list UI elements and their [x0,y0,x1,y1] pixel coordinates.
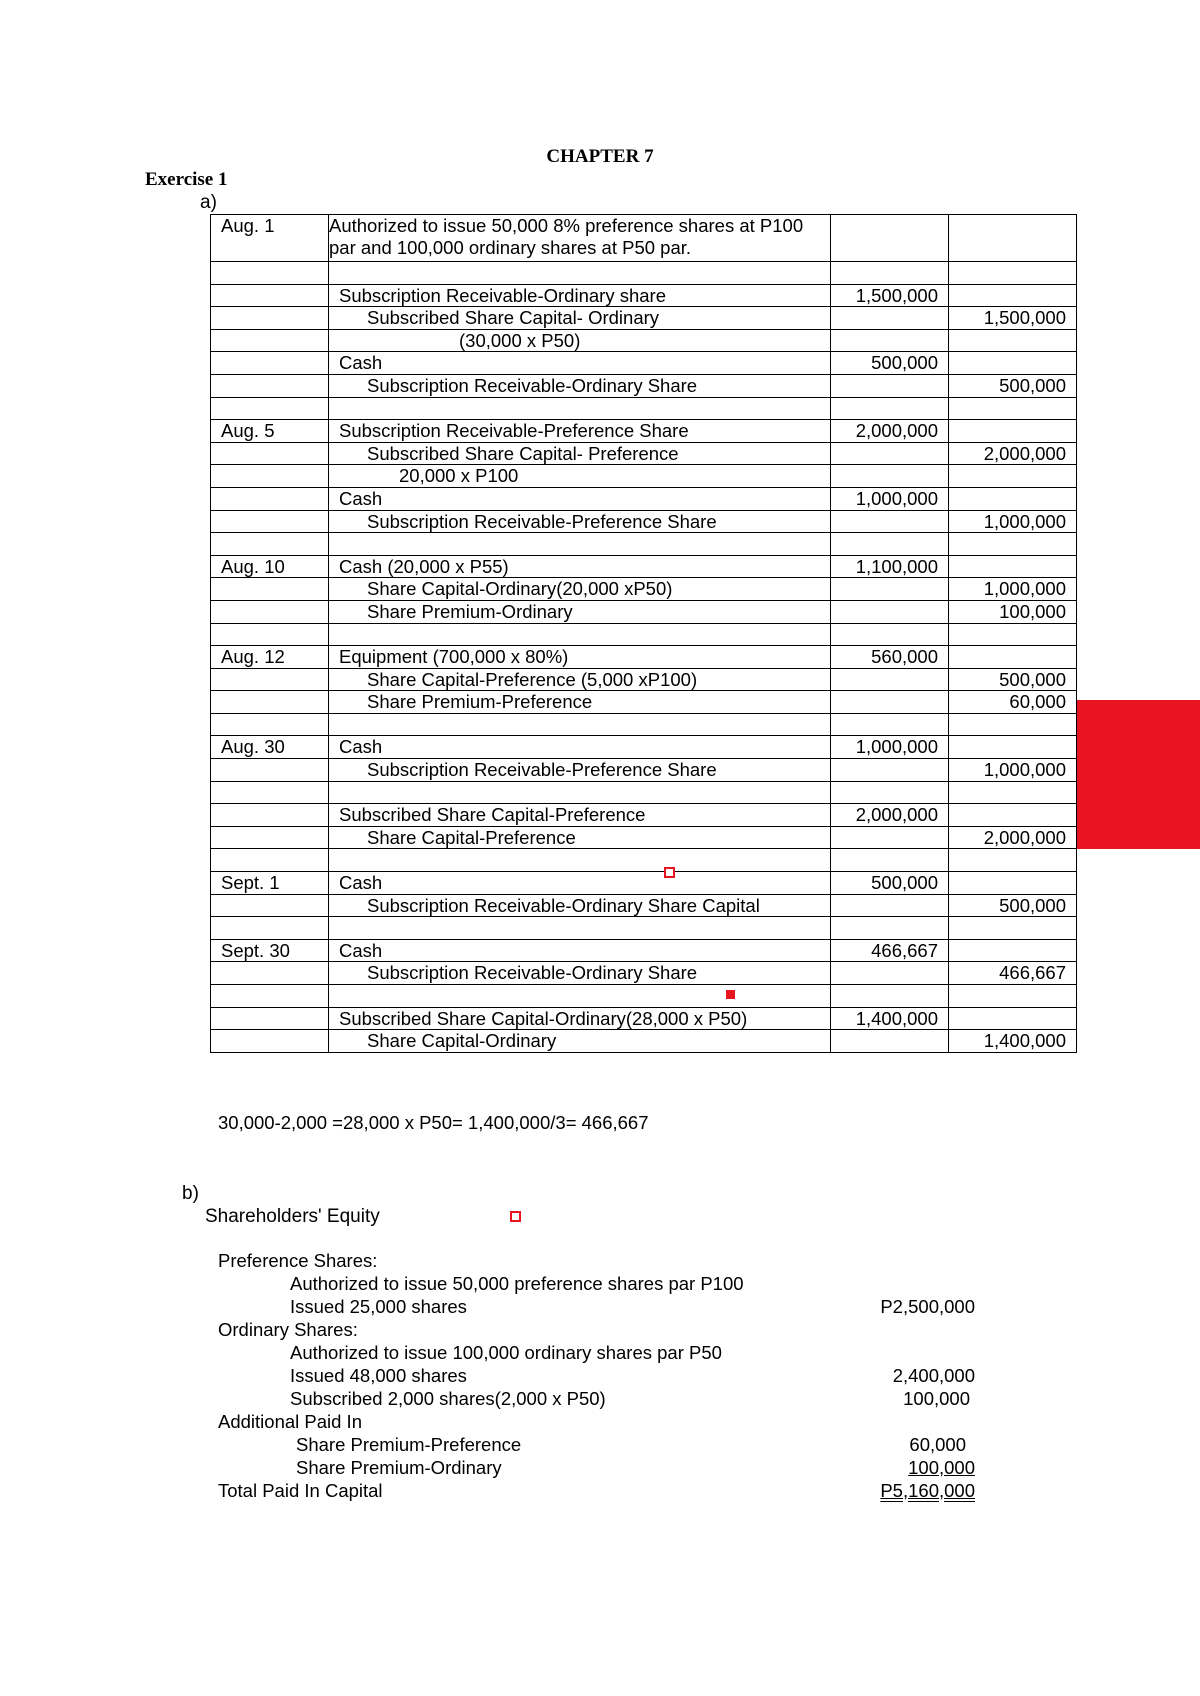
journal-row [211,872,1077,895]
journal-row [211,691,1077,714]
journal-credit [949,397,1077,420]
journal-credit [949,849,1077,872]
ord-subscribed-amount: 100,000 [903,1388,970,1409]
journal-row [211,533,1077,556]
journal-account: Subscription Receivable-Ordinary Share [329,962,831,985]
shareholders-equity-title: Shareholders' Equity [205,1206,380,1227]
journal-credit [949,262,1077,285]
journal-debit: 1,400,000 [831,1007,949,1030]
red-marker-1 [664,867,675,878]
journal-account: Subscribed Share Capital-Preference [329,804,831,827]
journal-account [329,849,831,872]
calculation-note: 30,000-2,000 =28,000 x P50= 1,400,000/3= 466,667 [218,1112,649,1133]
journal-debit [831,510,949,533]
journal-debit: 500,000 [831,352,949,375]
journal-credit [949,939,1077,962]
journal-row [211,781,1077,804]
journal-row [211,307,1077,330]
journal-row [211,510,1077,533]
journal-description: Authorized to issue 50,000 8% preference shares at P100 par and 100,000 ordinary shares at P50 par. [329,215,831,262]
chapter-title: CHAPTER 7 [546,146,654,167]
journal-debit [831,442,949,465]
journal-credit: 1,000,000 [949,510,1077,533]
journal-row [211,420,1077,443]
journal-debit: 1,000,000 [831,487,949,510]
journal-account: Cash [329,352,831,375]
journal-debit [831,262,949,285]
journal-account: Subscribed Share Capital- Preference [329,442,831,465]
journal-row [211,578,1077,601]
total-paid-in-amount: P5,160,000 [880,1480,975,1501]
journal-account [329,985,831,1008]
journal-credit: 60,000 [949,691,1077,714]
journal-debit: 1,000,000 [831,736,949,759]
journal-debit: 2,000,000 [831,804,949,827]
journal-debit [831,962,949,985]
journal-account: Subscription Receivable-Preference Share [329,510,831,533]
journal-account: Equipment (700,000 x 80%) [329,646,831,669]
journal-debit: 1,100,000 [831,555,949,578]
journal-credit [949,1007,1077,1030]
journal-credit [949,555,1077,578]
journal-account: (30,000 x P50) [329,329,831,352]
journal-row [211,352,1077,375]
journal-row [211,374,1077,397]
journal-account [329,781,831,804]
part-a-label: a) [200,192,217,213]
ord-subscribed: Subscribed 2,000 shares(2,000 x P50) [290,1388,606,1409]
journal-description [329,262,831,285]
journal-date [211,487,329,510]
journal-debit: 466,667 [831,939,949,962]
journal-account [329,533,831,556]
journal-credit [949,284,1077,307]
journal-credit: 1,000,000 [949,578,1077,601]
journal-row [211,1030,1077,1053]
pref-authorized: Authorized to issue 50,000 preference shares par P100 [290,1273,744,1294]
journal-account: Cash [329,487,831,510]
journal-date [211,849,329,872]
journal-date [211,985,329,1008]
journal-credit [949,487,1077,510]
journal-debit [831,215,949,262]
journal-row [211,262,1077,285]
journal-date [211,759,329,782]
journal-debit [831,533,949,556]
journal-date [211,465,329,488]
journal-credit [949,781,1077,804]
journal-row [211,442,1077,465]
journal-account: Subscription Receivable-Ordinary Share Capital [329,894,831,917]
journal-account: Share Premium-Ordinary [329,600,831,623]
journal-debit [831,759,949,782]
journal-credit: 1,500,000 [949,307,1077,330]
journal-debit: 2,000,000 [831,420,949,443]
apic-heading: Additional Paid In [218,1411,362,1432]
journal-row [211,849,1077,872]
ord-authorized: Authorized to issue 100,000 ordinary shares par P50 [290,1342,722,1363]
journal-row [211,939,1077,962]
journal-date [211,1030,329,1053]
journal-account: Subscribed Share Capital-Ordinary(28,000 x P50) [329,1007,831,1030]
journal-date: Aug. 30 [211,736,329,759]
journal-account [329,397,831,420]
journal-row [211,215,1077,262]
journal-credit: 100,000 [949,600,1077,623]
journal-debit [831,465,949,488]
red-sidebar-block [1077,700,1200,849]
journal-date [211,307,329,330]
journal-credit [949,215,1077,262]
journal-date [211,284,329,307]
journal-date [211,894,329,917]
journal-row [211,759,1077,782]
journal-account: Subscribed Share Capital- Ordinary [329,307,831,330]
ord-heading: Ordinary Shares: [218,1319,358,1340]
journal-row [211,1007,1077,1030]
journal-credit [949,329,1077,352]
journal-credit: 500,000 [949,668,1077,691]
journal-debit [831,623,949,646]
journal-row [211,736,1077,759]
journal-account [329,917,831,940]
journal-date [211,804,329,827]
journal-credit: 2,000,000 [949,442,1077,465]
journal-row [211,465,1077,488]
journal-credit [949,713,1077,736]
journal-debit [831,826,949,849]
journal-row [211,804,1077,827]
journal-credit [949,736,1077,759]
journal-date: Aug. 1 [211,215,329,262]
journal-date [211,578,329,601]
journal-account: Share Capital-Preference (5,000 xP100) [329,668,831,691]
journal-credit: 500,000 [949,894,1077,917]
ord-issued-amount: 2,400,000 [892,1365,975,1386]
journal-account: 20,000 x P100 [329,465,831,488]
part-b-label: b) [182,1183,199,1204]
journal-row [211,600,1077,623]
journal-debit [831,781,949,804]
journal-debit [831,668,949,691]
journal-row [211,894,1077,917]
share-premium-preference: Share Premium-Preference [296,1434,522,1455]
journal-account: Subscription Receivable-Ordinary share [329,284,831,307]
journal-row [211,397,1077,420]
journal-date [211,962,329,985]
journal-account: Subscription Receivable-Ordinary Share [329,374,831,397]
journal-date: Aug. 5 [211,420,329,443]
journal-account: Cash [329,736,831,759]
journal-credit [949,533,1077,556]
journal-date [211,826,329,849]
journal-date [211,623,329,646]
journal-row [211,962,1077,985]
journal-row [211,917,1077,940]
journal-row [211,668,1077,691]
journal-date: Aug. 12 [211,646,329,669]
journal-debit [831,374,949,397]
exercise-heading: Exercise 1 [145,169,228,190]
journal-account: Share Capital-Ordinary(20,000 xP50) [329,578,831,601]
journal-account: Cash [329,872,831,895]
journal-date [211,533,329,556]
journal-credit: 466,667 [949,962,1077,985]
journal-row [211,329,1077,352]
journal-debit [831,307,949,330]
journal-debit [831,985,949,1008]
journal-debit [831,1030,949,1053]
journal-credit: 2,000,000 [949,826,1077,849]
total-paid-in-label: Total Paid In Capital [218,1480,383,1501]
red-marker-2 [726,990,735,999]
journal-row [211,713,1077,736]
journal-account: Share Capital-Ordinary [329,1030,831,1053]
journal-debit: 1,500,000 [831,284,949,307]
pref-issued-amount: P2,500,000 [880,1296,975,1317]
red-marker-3 [510,1211,521,1222]
journal-credit [949,804,1077,827]
journal-debit [831,894,949,917]
journal-debit [831,397,949,420]
journal-row [211,487,1077,510]
journal-date [211,713,329,736]
journal-account: Subscription Receivable-Preference Share [329,759,831,782]
journal-credit [949,623,1077,646]
journal-row [211,623,1077,646]
journal-debit [831,329,949,352]
journal-entries-table [210,214,1077,1053]
journal-credit [949,872,1077,895]
journal-date: Aug. 10 [211,555,329,578]
pref-issued: Issued 25,000 shares [290,1296,467,1317]
journal-credit [949,917,1077,940]
journal-row [211,284,1077,307]
journal-debit [831,578,949,601]
journal-date [211,1007,329,1030]
share-premium-ordinary-amount: 100,000 [908,1457,975,1478]
journal-account: Cash (20,000 x P55) [329,555,831,578]
journal-row [211,646,1077,669]
journal-credit [949,352,1077,375]
journal-row [211,985,1077,1008]
journal-account: Cash [329,939,831,962]
journal-date [211,352,329,375]
journal-row [211,826,1077,849]
journal-date [211,374,329,397]
journal-account: Subscription Receivable-Preference Share [329,420,831,443]
journal-row [211,555,1077,578]
share-premium-ordinary: Share Premium-Ordinary [296,1457,502,1478]
ord-issued: Issued 48,000 shares [290,1365,467,1386]
journal-account [329,623,831,646]
journal-credit: 500,000 [949,374,1077,397]
pref-heading: Preference Shares: [218,1250,378,1271]
journal-date [211,442,329,465]
journal-date [211,329,329,352]
journal-credit: 1,000,000 [949,759,1077,782]
journal-debit [831,917,949,940]
journal-debit [831,600,949,623]
journal-debit [831,849,949,872]
journal-date [211,917,329,940]
journal-account [329,713,831,736]
journal-debit: 500,000 [831,872,949,895]
share-premium-preference-amount: 60,000 [909,1434,966,1455]
journal-credit: 1,400,000 [949,1030,1077,1053]
journal-debit: 560,000 [831,646,949,669]
journal-date: Sept. 30 [211,939,329,962]
journal-credit [949,420,1077,443]
journal-date [211,600,329,623]
journal-debit [831,713,949,736]
journal-credit [949,985,1077,1008]
journal-account: Share Capital-Preference [329,826,831,849]
journal-date: Sept. 1 [211,872,329,895]
journal-date [211,262,329,285]
journal-date [211,668,329,691]
journal-debit [831,691,949,714]
journal-credit [949,646,1077,669]
journal-account: Share Premium-Preference [329,691,831,714]
journal-date [211,691,329,714]
journal-date [211,510,329,533]
journal-date [211,397,329,420]
journal-date [211,781,329,804]
journal-credit [949,465,1077,488]
